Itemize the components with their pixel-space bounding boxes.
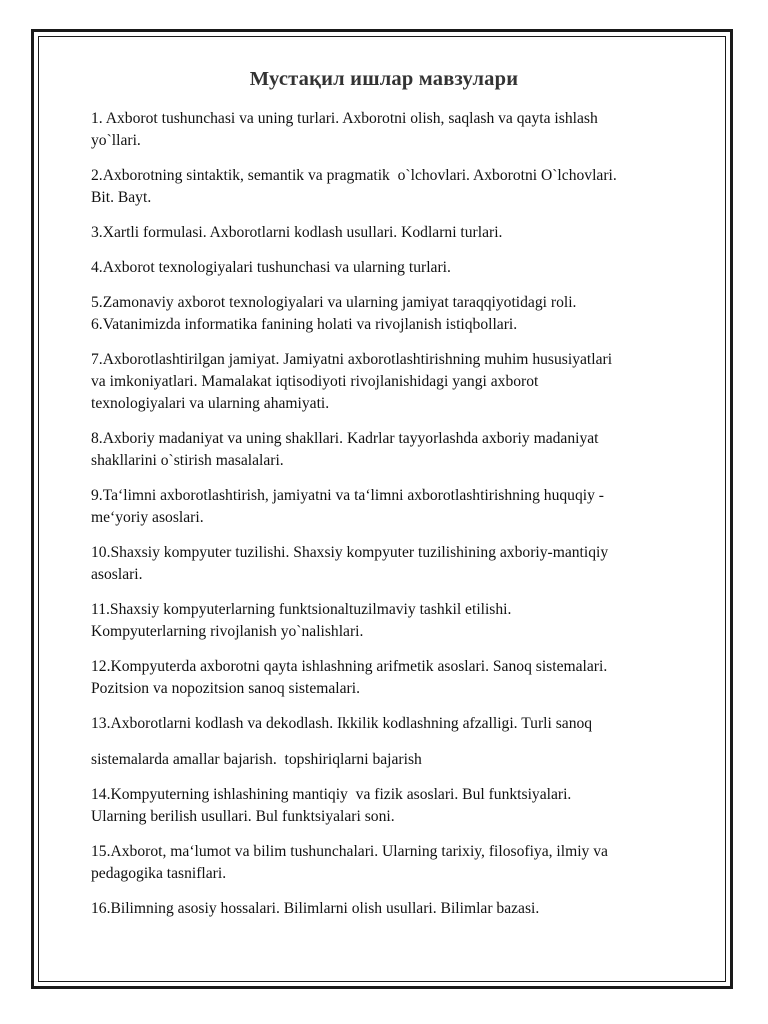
list-item: 16.Bilimning asosiy hossalari. Bilimlarni olish usullari. Bilimlar bazasi.: [91, 900, 540, 917]
list-item: 14.Kompyuterning ishlashining mantiqiy va fizik asoslari. Bul funktsiyalari. Ularning berilish usullari. Bul funktsiyalari soni.: [91, 786, 572, 825]
list-item: sistemalarda amallar bajarish. topshiriqlarni bajarish: [91, 751, 422, 768]
list-item: 1. Axborot tushunchasi va uning turlari. Axborotni olish, saqlash va qayta ishlash yo`llari.: [91, 110, 598, 149]
list-item: 8.Axboriy madaniyat va uning shakllari. Kadrlar tayyorlashda axboriy madaniyat shakllarini o`stirish masalalari.: [91, 430, 599, 469]
list-item: 15.Axborot, ma‘lumot va bilim tushunchalari. Ularning tarixiy, filosofiya, ilmiy va pedagogika tasniflari.: [91, 843, 608, 882]
page-title: Мустақил ишлар мавзулари: [249, 68, 519, 90]
list-item: 4.Axborot texnologiyalari tushunchasi va ularning turlari.: [91, 259, 451, 276]
list-item: 11.Shaxsiy kompyuterlarning funktsionaltuzilmaviy tashkil etilishi. Kompyuterlarning rivojlanish yo`nalishlari.: [91, 601, 512, 640]
list-item: 2.Axborotning sintaktik, semantik va pragmatik o`lchovlari. Axborotni O`lchovlari. Bit. Bayt.: [91, 167, 617, 206]
list-item: 7.Axborotlashtirilgan jamiyat. Jamiyatni axborotlashtirishning muhim hususiyatlari va imkoniyatlari. Mamalakat iqtisodiyoti rivojlanishidagi yangi axborot texnologiyalari va ularning ahamiyati.: [91, 351, 613, 412]
list-item: 10.Shaxsiy kompyuter tuzilishi. Shaxsiy kompyuter tuzilishining axboriy-mantiqiy asoslari.: [91, 544, 609, 583]
list-item: 5.Zamonaviy axborot texnologiyalari va ularning jamiyat taraqqiyotidagi roli.: [91, 294, 577, 311]
list-item: 3.Xartli formulasi. Axborotlarni kodlash usullari. Kodlarni turlari.: [91, 224, 503, 241]
list-item: 12.Kompyuterda axborotni qayta ishlashning arifmetik asoslari. Sanoq sistemalari. Pozitsion va nopozitsion sanoq sistemalari.: [91, 658, 608, 697]
list-item: 13.Axborotlarni kodlash va dekodlash. Ikkilik kodlashning afzalligi. Turli sanoq: [91, 715, 593, 732]
list-item: 6.Vatanimizda informatika fanining holati va rivojlanish istiqbollari.: [91, 316, 518, 333]
list-item: 9.Ta‘limni axborotlashtirish, jamiyatni va ta‘limni axborotlashtirishning huquqiy - me‘yoriy asoslari.: [91, 487, 604, 526]
topic-list: [91, 108, 711, 920]
